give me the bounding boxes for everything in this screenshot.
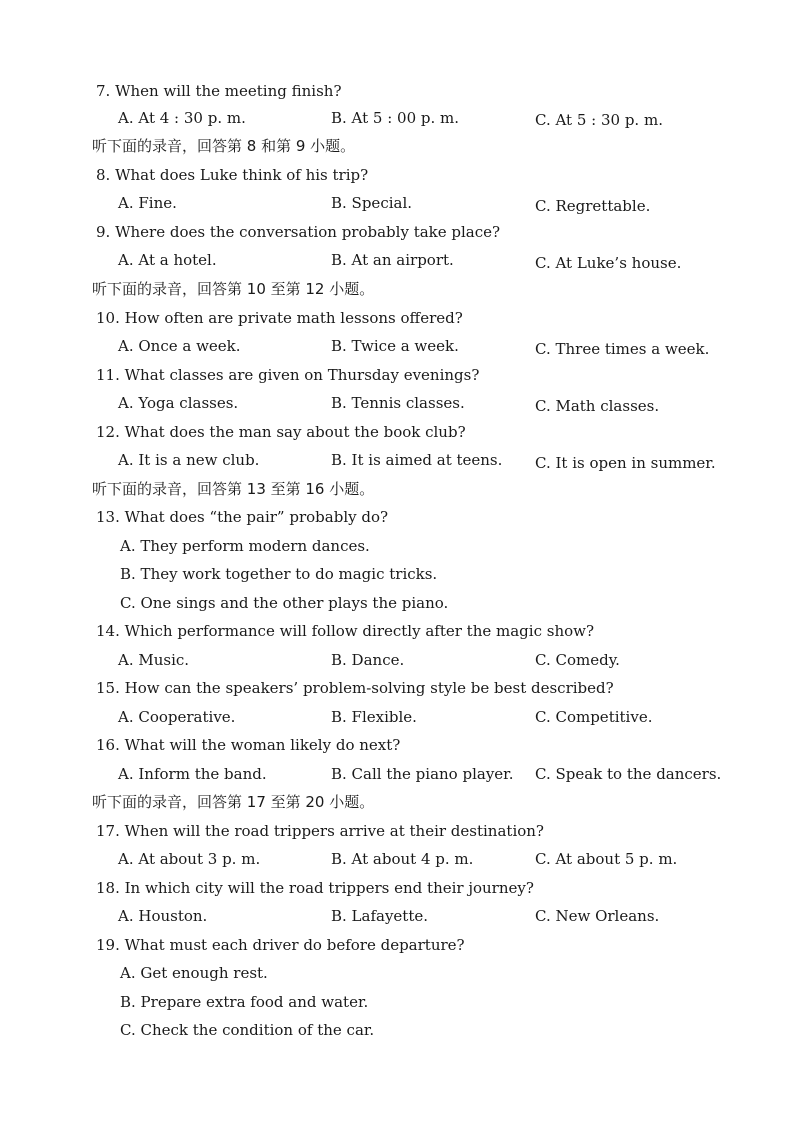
question-14: 14. Which performance will follow directly after the magic show? xyxy=(96,622,595,640)
question-10: 10. How often are private math lessons offered? xyxy=(96,309,463,327)
question-16: 16. What will the woman likely do next? xyxy=(96,736,401,754)
option-7c: C. At 5 : 30 p. m. xyxy=(535,111,663,129)
option-19a-line xyxy=(0,962,800,984)
option-18a: A. Houston. xyxy=(118,907,208,925)
option-11a: A. Yoga classes. xyxy=(118,394,239,412)
option-15b: B. Flexible. xyxy=(331,708,417,726)
option-9a: A. At a hotel. xyxy=(118,251,217,269)
question-9-options xyxy=(0,249,800,271)
option-16a: A. Inform the band. xyxy=(118,765,267,783)
option-13a: A. They perform modern dances. xyxy=(120,537,370,555)
option-12c: C. It is open in summer. xyxy=(535,454,716,472)
option-9c: C. At Luke’s house. xyxy=(535,254,682,272)
option-7b: B. At 5 : 00 p. m. xyxy=(331,109,460,127)
option-10b: B. Twice a week. xyxy=(331,337,459,355)
option-17b: B. At about 4 p. m. xyxy=(331,850,474,868)
option-15a: A. Cooperative. xyxy=(118,708,236,726)
option-13c: C. One sings and the other plays the piano. xyxy=(120,594,449,612)
option-19b: B. Prepare extra food and water. xyxy=(120,993,369,1011)
question-12-options xyxy=(0,449,800,471)
question-11: 11. What classes are given on Thursday evenings? xyxy=(96,366,480,384)
section-instruction: 听下面的录音，回答第 10 至第 12 小题。 xyxy=(92,280,375,298)
option-19c-line xyxy=(0,1019,800,1041)
option-10a: A. Once a week. xyxy=(118,337,241,355)
option-7a: A. At 4 : 30 p. m. xyxy=(118,109,246,127)
option-13a-line xyxy=(0,535,800,557)
option-12b: B. It is aimed at teens. xyxy=(331,451,503,469)
question-8: 8. What does Luke think of his trip? xyxy=(96,166,369,184)
option-14b: B. Dance. xyxy=(331,651,405,669)
option-9b: B. At an airport. xyxy=(331,251,454,269)
question-18: 18. In which city will the road trippers end their journey? xyxy=(96,879,534,897)
question-17-options xyxy=(0,848,800,870)
question-7: 7. When will the meeting finish? xyxy=(96,82,342,100)
option-19c: C. Check the condition of the car. xyxy=(120,1021,375,1039)
question-10-options xyxy=(0,335,800,357)
question-9: 9. Where does the conversation probably take place? xyxy=(96,223,501,241)
question-16-options xyxy=(0,763,800,785)
option-15c: C. Competitive. xyxy=(535,708,653,726)
option-13b-line xyxy=(0,563,800,585)
option-11c: C. Math classes. xyxy=(535,397,660,415)
option-18c: C. New Orleans. xyxy=(535,907,660,925)
option-14a: A. Music. xyxy=(118,651,190,669)
option-18b: B. Lafayette. xyxy=(331,907,429,925)
option-8b: B. Special. xyxy=(331,194,413,212)
option-19b-line xyxy=(0,991,800,1013)
option-14c: C. Comedy. xyxy=(535,651,620,669)
question-18-options xyxy=(0,905,800,927)
question-17: 17. When will the road trippers arrive at their destination? xyxy=(96,822,544,840)
question-13: 13. What does “the pair” probably do? xyxy=(96,508,389,526)
option-17a: A. At about 3 p. m. xyxy=(118,850,261,868)
question-15: 15. How can the speakers’ problem-solving style be best described? xyxy=(96,679,614,697)
option-17c: C. At about 5 p. m. xyxy=(535,850,678,868)
section-instruction: 听下面的录音，回答第 13 至第 16 小题。 xyxy=(92,480,375,498)
question-8-options xyxy=(0,192,800,214)
option-16c: C. Speak to the dancers. xyxy=(535,765,722,783)
option-13c-line xyxy=(0,592,800,614)
option-10c: C. Three times a week. xyxy=(535,340,710,358)
question-14-options xyxy=(0,649,800,671)
option-8a: A. Fine. xyxy=(118,194,177,212)
question-19: 19. What must each driver do before departure? xyxy=(96,936,465,954)
section-instruction: 听下面的录音，回答第 17 至第 20 小题。 xyxy=(92,793,375,811)
option-8c: C. Regrettable. xyxy=(535,197,651,215)
option-11b: B. Tennis classes. xyxy=(331,394,465,412)
option-19a: A. Get enough rest. xyxy=(120,964,268,982)
question-12: 12. What does the man say about the book club? xyxy=(96,423,466,441)
question-15-options xyxy=(0,706,800,728)
option-13b: B. They work together to do magic tricks. xyxy=(120,565,438,583)
option-16b: B. Call the piano player. xyxy=(331,765,514,783)
question-7-options xyxy=(0,107,800,129)
question-11-options xyxy=(0,392,800,414)
section-instruction: 听下面的录音，回答第 8 和第 9 小题。 xyxy=(92,137,356,155)
option-12a: A. It is a new club. xyxy=(118,451,260,469)
